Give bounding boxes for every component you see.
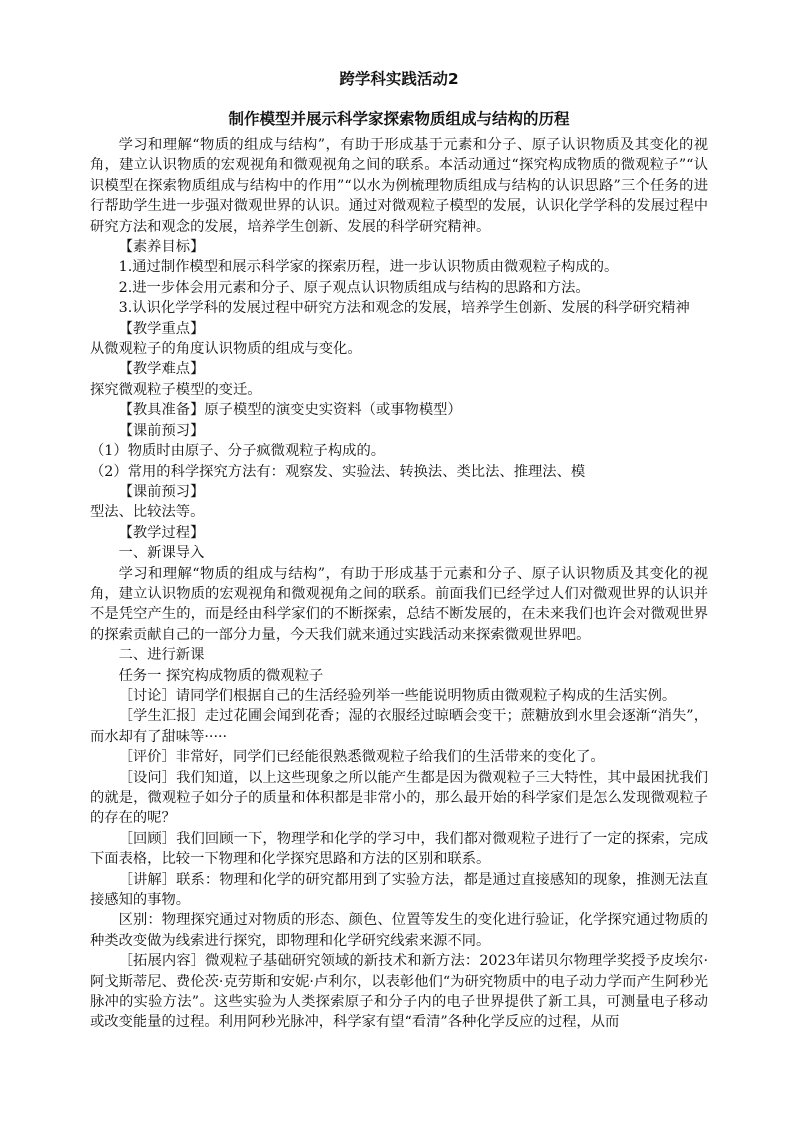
paragraph: 【教学过程】 [118, 524, 205, 541]
paragraph: ［设问］我们知道，以上这些现象之所以能产生都是因为微观粒子三大特性，其中最困扰我们的就是，微观粒子如分子的质量和体积都是非常小的，那么最开始的科学家们是怎么发现微观粒子的存在的呢？ [90, 769, 708, 827]
paragraph: 学习和理解“物质的组成与结构”，有助于形成基于元素和分子、原子认识物质及其变化的视角，建立认识物质的宏观视角和微观视角之间的联系。前面我们已经学过人们对微观世界的认识并不是凭空产生的，而是经由科学家们的不断探索，总结不断发展的，在未来我们也许会对微观世界的探索贡献自己的一部分力量，今天我们就来通过实践活动来探索微观世界吧。 [90, 565, 708, 643]
paragraph: 区别：物理探究通过对物质的形态、颜色、位置等发生的变化进行验证，化学探究通过物质的种类改变做为线索进行探究，即物理和化学研究线索来源不同。 [90, 912, 708, 949]
paragraph: 3.认识化学学科的发展过程中研究方法和观念的发展，培养学生创新、发展的科学研究精神 [118, 300, 690, 317]
paragraph: ［学生汇报］走过花圃会闻到花香；湿的衣服经过晾晒会变干；蔗糖放到水里会逐渐“消失”，而水却有了甜味等····· [90, 708, 708, 745]
paragraph: 任务一 探究构成物质的微观粒子 [118, 667, 324, 684]
paragraph: ［回顾］我们回顾一下，物理学和化学的学习中，我们都对微观粒子进行了一定的探索，完成下面表格，比较一下物理和化学探究思路和方法的区别和联系。 [90, 830, 708, 868]
paragraph: ［讲解］联系：物理和化学的研究都用到了实验方法，都是通过直接感知的现象，推测无法直接感知的事物。 [90, 871, 708, 909]
paragraph: 【课前预习】 [118, 422, 205, 439]
paragraph: ［评价］非常好，同学们已经能很熟悉微观粒子给我们的生活带来的变化了。 [118, 749, 605, 766]
paragraph: ［拓展内容］微观粒子基础研究领域的新技术和新方法：2023年诺贝尔物理学奖授予皮埃尔·阿戈斯蒂尼、费伦茨·克劳斯和安妮·卢利尔，以表彰他们“为研究物质中的电子动力学而产生阿秒光脉冲的实验方法”。这些实验为人类探索原子和分子内的电子世界提供了新工具，可测量电子移动或改变能量的过程。利用阿秒光脉冲，科学家有望“看清”各种化学反应的过程，从而 [90, 953, 708, 1031]
paragraph: 探究微观粒子模型的变迁。 [90, 381, 262, 398]
paragraph: 【教学重点】 [118, 320, 205, 337]
paragraph: 【课前预习】 [118, 483, 205, 500]
paragraph: 型法、比较法等。 [90, 504, 205, 521]
paragraph: （1）物质时由原子、分子疯微观粒子构成的。 [90, 443, 386, 460]
page-subtitle: 制作模型并展示科学家探索物质组成与结构的历程 [228, 110, 570, 128]
paragraph: 二、进行新课 [118, 647, 205, 664]
paragraph: ［讨论］请同学们根据自己的生活经验列举一些能说明物质由微观粒子构成的生活实例。 [118, 687, 677, 704]
paragraph: 【素养目标】 [118, 239, 205, 256]
paragraph: 一、新课导入 [118, 545, 205, 562]
paragraph: （2）常用的科学探究方法有：观察发、实验法、转换法、类比法、推理法、模 [90, 463, 586, 480]
document-body [90, 135, 708, 1033]
page-title: 跨学科实践活动2 [339, 70, 459, 88]
paragraph: 【教学难点】 [118, 361, 205, 378]
paragraph: 2.进一步体会用元素和分子、原子观点认识物质组成与结构的思路和方法。 [118, 279, 590, 296]
paragraph: 从微观粒子的角度认识物质的组成与变化。 [90, 341, 362, 358]
paragraph: 【教具准备】原子模型的演变史实资料（或事物模型） [118, 402, 462, 419]
paragraph: 1.通过制作模型和展示科学家的探索历程，进一步认识物质由微观粒子构成的。 [118, 259, 619, 276]
paragraph: 学习和理解“物质的组成与结构”，有助于形成基于元素和分子、原子认识物质及其变化的视角，建立认识物质的宏观视角和微观视角之间的联系。本活动通过“探究构成物质的微观粒子”“认识模型在探索物质组成与结构中的作用”“以水为例梳理物质组成与结构的认识思路”三个任务的进行帮助学生进一步强对微观世界的认识。通过对微观粒子模型的发展，认识化学学科的发展过程中研究方法和观念的发展，培养学生创新、发展的科学研究精神。 [90, 137, 708, 235]
